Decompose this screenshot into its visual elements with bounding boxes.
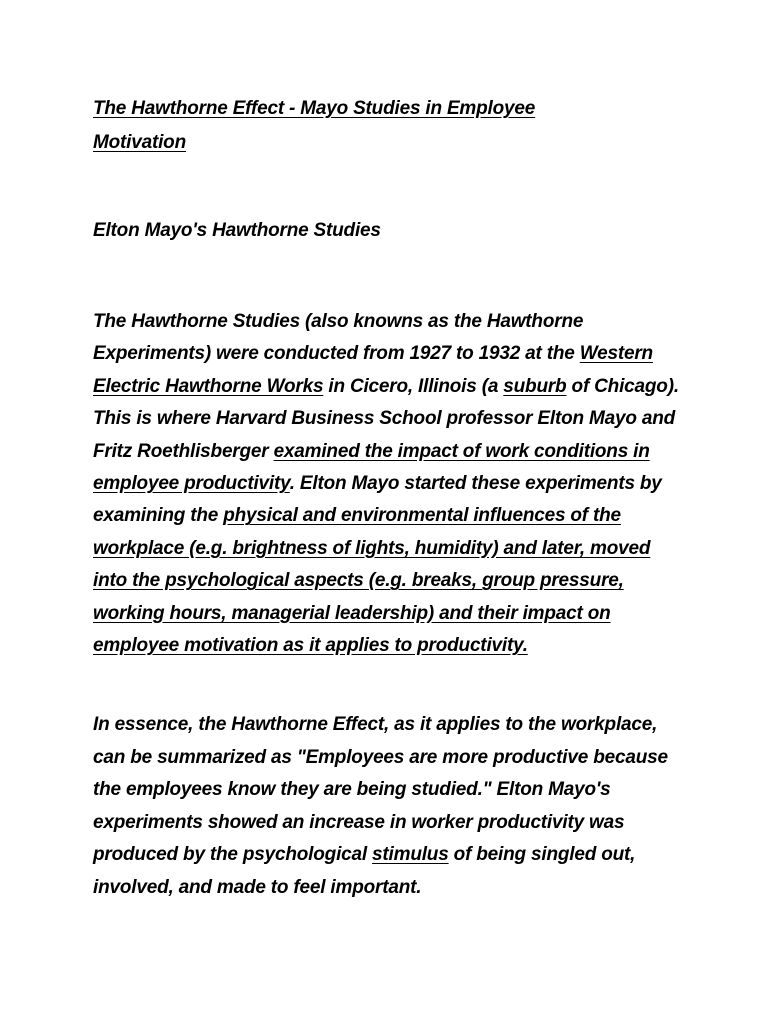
document-title [93, 92, 683, 160]
title-line-2: Motivation [93, 132, 186, 153]
link-examined-impact[interactable]: examined the impact of work conditions in employee productivity [93, 440, 650, 495]
paragraph-2-text-2: of being singled out, involved, and made to feel important. [93, 844, 636, 898]
document-subtitle: Elton Mayo's Hawthorne Studies [93, 220, 381, 241]
link-suburb[interactable]: suburb [503, 375, 567, 397]
paragraph-2 [93, 709, 683, 905]
link-stimulus[interactable]: stimulus [372, 844, 449, 866]
paragraph-1-text-4: . Elton Mayo started these experiments by examining the [93, 473, 662, 527]
title-line-1: The Hawthorne Effect - Mayo Studies in Employee [93, 98, 536, 119]
paragraph-1 [93, 306, 683, 662]
paragraph-1-text-3: of Chicago). This is where Harvard Business School professor Elton Mayo and Fritz Roethlisberger [93, 375, 679, 462]
link-physical-influences[interactable]: physical and environmental influences of the workplace (e.g. brightness of lights, humidity) and later, moved into the psychological aspects (e.g. breaks, group pressure, working hours, managerial leadership) and their impact on employee motivation as it applies to productivity. [93, 505, 651, 657]
paragraph-1-text-2: in Cicero, Illinois (a [323, 375, 504, 397]
link-western-electric[interactable]: Western Electric Hawthorne Works [93, 343, 653, 397]
paragraph-2-text-1: In essence, the Hawthorne Effect, as it applies to the workplace, can be summarized as "Employees are more productive because the employees know they are being studied." Elton Mayo's experiments showed an increase in worker productivity was produced by the psychological [93, 714, 668, 866]
paragraph-1-text-1: The Hawthorne Studies (also knowns as the Hawthorne Experiments) were conducted from 1927 to 1932 at the [93, 311, 584, 365]
